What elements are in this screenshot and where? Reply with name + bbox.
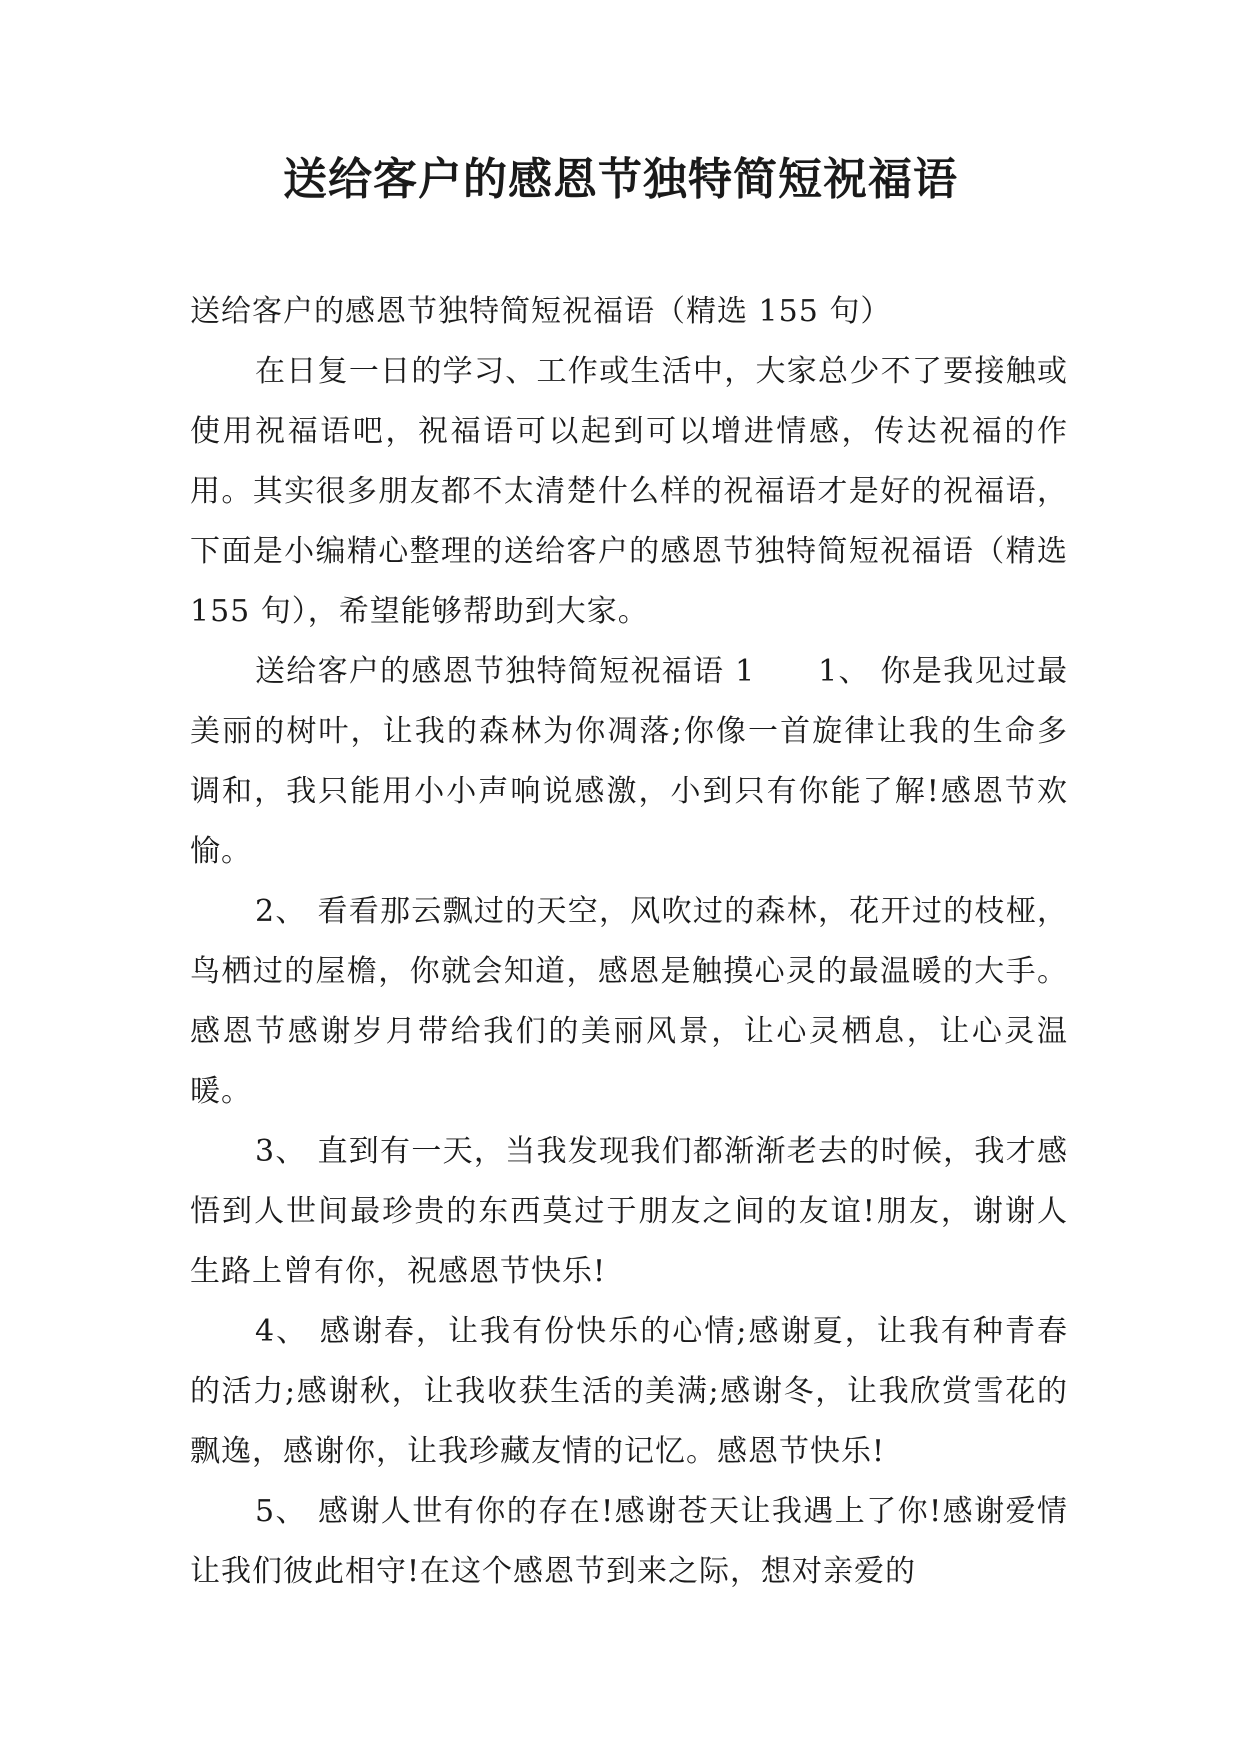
paragraph-item-3: 3、 直到有一天，当我发现我们都渐渐老去的时候，我才感悟到人世间最珍贵的东西莫过于朋友之间的友谊!朋友，谢谢人生路上曾有你，祝感恩节快乐!: [190, 1134, 1068, 1289]
paragraph-subtitle: 送给客户的感恩节独特简短祝福语（精选 155 句）: [190, 294, 892, 329]
document-title: 送给客户的感恩节独特简短祝福语: [283, 154, 958, 205]
paragraph-item-5: 5、 感谢人世有你的存在!感谢苍天让我遇上了你!感谢爱情让我们彼此相守!在这个感恩节到来之际，想对亲爱的: [190, 1494, 1068, 1589]
paragraph-item-1: 送给客户的感恩节独特简短祝福语 1 1、 你是我见过最美丽的树叶，让我的森林为你凋落;你像一首旋律让我的生命多调和，我只能用小小声响说感激，小到只有你能了解!感恩节欢愉。: [190, 654, 1068, 869]
paragraph-intro: 在日复一日的学习、工作或生活中，大家总少不了要接触或使用祝福语吧，祝福语可以起到可以增进情感，传达祝福的作用。其实很多朋友都不太清楚什么样的祝福语才是好的祝福语，下面是小编精心整理的送给客户的感恩节独特简短祝福语（精选 155 句），希望能够帮助到大家。: [190, 354, 1068, 629]
document-body: [190, 282, 1068, 1602]
paragraph-item-2: 2、 看看那云飘过的天空，风吹过的森林，花开过的枝桠，鸟栖过的屋檐，你就会知道，感恩是触摸心灵的最温暖的大手。感恩节感谢岁月带给我们的美丽风景，让心灵栖息，让心灵温暖。: [190, 894, 1068, 1109]
paragraph-item-4: 4、 感谢春，让我有份快乐的心情;感谢夏，让我有种青春的活力;感谢秋，让我收获生活的美满;感谢冬，让我欣赏雪花的飘逸，感谢你，让我珍藏友情的记忆。感恩节快乐!: [190, 1314, 1068, 1469]
